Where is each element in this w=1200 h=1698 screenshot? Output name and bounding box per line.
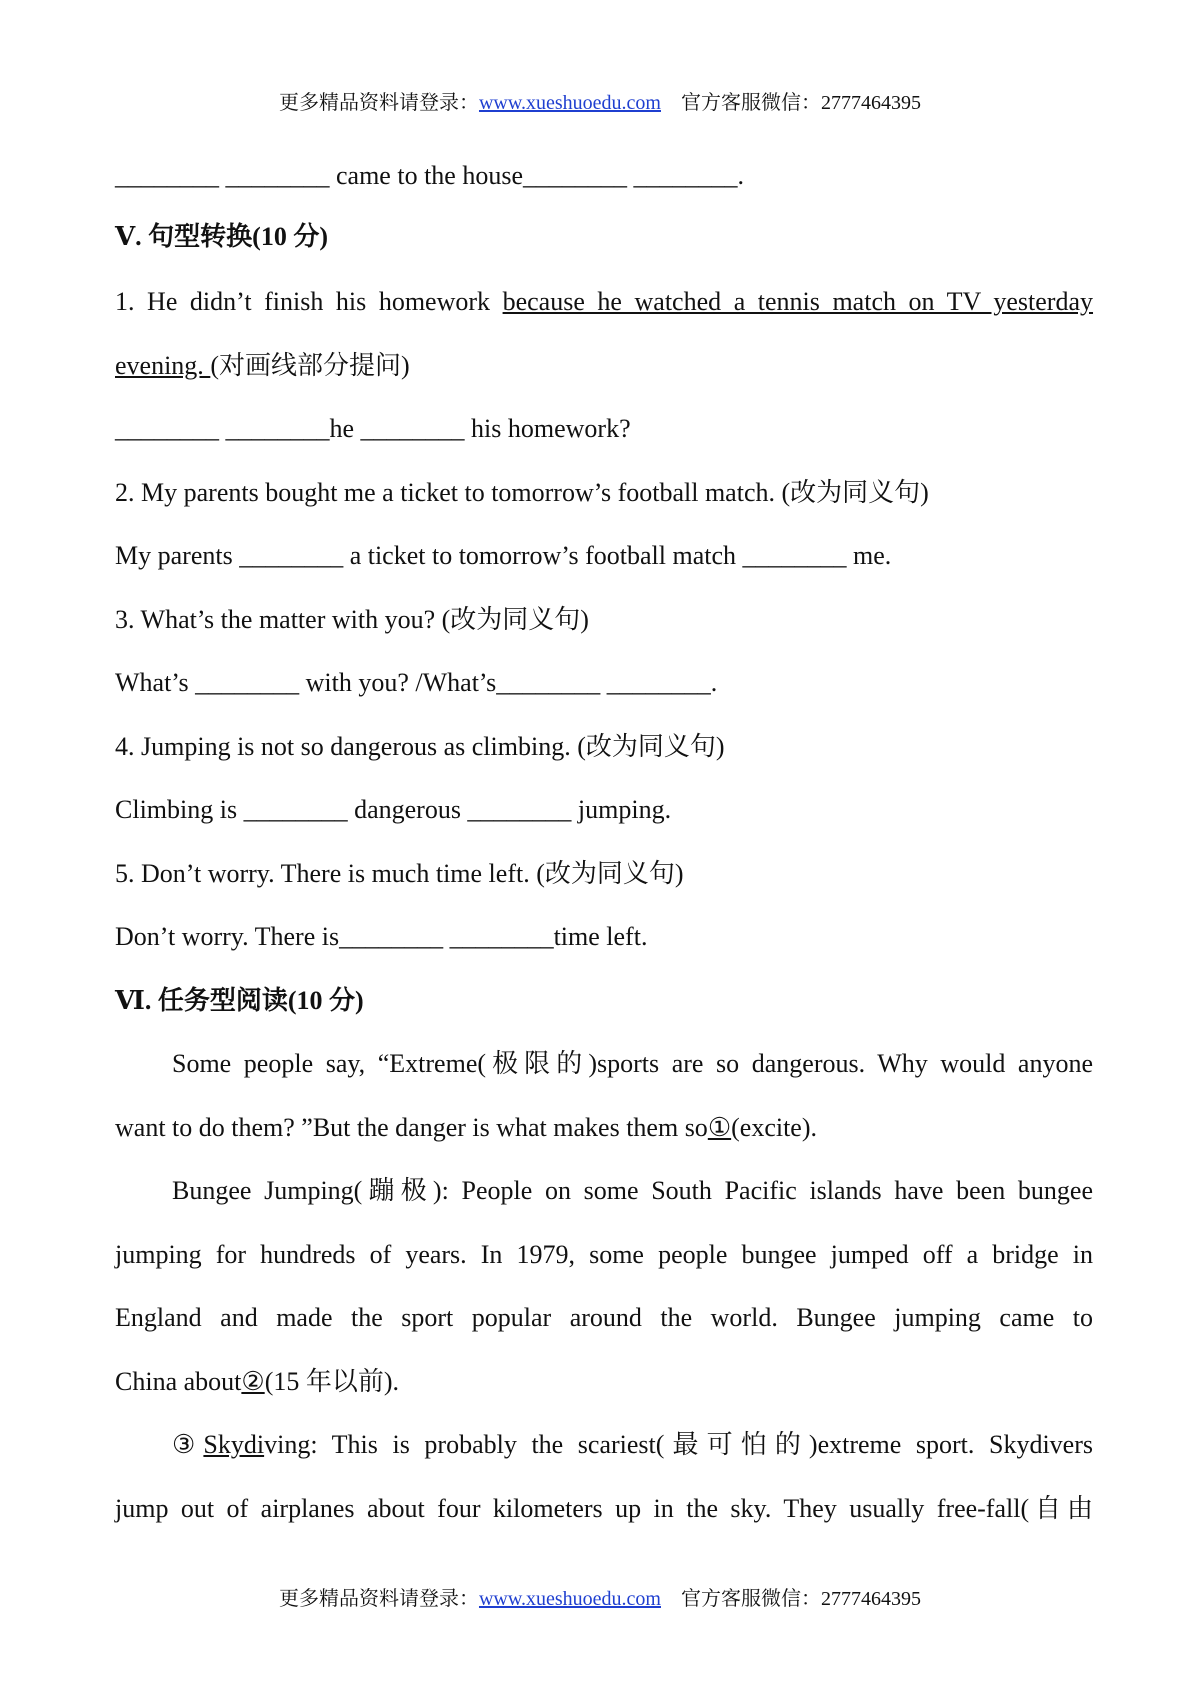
q2-answer: My parents ________ a ticket to tomorrow’s football match ________ me. xyxy=(115,541,892,570)
q4-text: 4. Jumping is not so dangerous as climbing. (改为同义句) xyxy=(115,732,725,761)
q1-line-a xyxy=(115,286,1093,318)
header-service: 官方客服微信：2777464395 xyxy=(681,92,921,114)
q4-answer: Climbing is ________ dangerous ________ jumping. xyxy=(115,795,672,824)
footer-prefix: 更多精品资料请登录： xyxy=(278,1588,479,1610)
page-footer xyxy=(0,1582,1200,1611)
p2-line-c: England and made the sport popular around the world. Bungee jumping came to xyxy=(115,1303,1093,1332)
marker-3: ③ xyxy=(172,1430,204,1459)
q1-underlined-part-a: because he watched a tennis match on TV yesterday xyxy=(502,287,1094,316)
blank-marker-1: ① xyxy=(707,1113,732,1142)
p2-line-a: Bungee Jumping(蹦极): People on some South Pacific islands have been bungee xyxy=(172,1176,1093,1205)
q2-text: 2. My parents bought me a ticket to tomorrow’s football match. (改为同义句) xyxy=(115,478,929,507)
p2-line-b: jumping for hundreds of years. In 1979, some people bungee jumped off a bridge in xyxy=(115,1240,1093,1269)
section5-title: Ⅴ. 句型转换(10 分) xyxy=(115,222,328,251)
q1-line-b xyxy=(115,350,1093,382)
q3-text: 3. What’s the matter with you? (改为同义句) xyxy=(115,605,589,634)
q5-text: 5. Don’t worry. There is much time left. (改为同义句) xyxy=(115,859,684,888)
q3-answer: What’s ________ with you? /What’s________ ________. xyxy=(115,668,718,697)
p3-underlined: Skydi xyxy=(203,1430,265,1459)
page-header xyxy=(0,86,1200,115)
q1-answer: ________ ________he ________ his homework? xyxy=(115,414,631,443)
p1-line-b xyxy=(115,1112,1093,1144)
footer-service: 官方客服微信：2777464395 xyxy=(681,1588,921,1610)
p3-line-b: jump out of airplanes about four kilometers up in the sky. They usually free-fall(自由 xyxy=(115,1494,1093,1523)
q5-answer: Don’t worry. There is________ ________time left. xyxy=(115,922,648,951)
header-prefix: 更多精品资料请登录： xyxy=(278,92,479,114)
p3-text: ving: This is probably the scariest(最可怕的)extreme sport. Skydivers xyxy=(264,1430,1093,1459)
footer-link[interactable]: www.xueshuoedu.com xyxy=(478,1588,661,1610)
q1-instruction: (对画线部分提问) xyxy=(210,351,410,380)
section6-title: Ⅵ. 任务型阅读(10 分) xyxy=(115,986,364,1015)
blank-line-0: ________ ________ came to the house________ ________. xyxy=(115,161,744,190)
blank-marker-2: ② xyxy=(241,1367,265,1396)
header-link[interactable]: www.xueshuoedu.com xyxy=(478,92,661,114)
p3-line-a xyxy=(115,1429,1093,1461)
p1-hint: (excite). xyxy=(731,1113,818,1142)
p2-text: China about xyxy=(115,1367,242,1396)
p1-text: want to do them? ”But the danger is what makes them so xyxy=(115,1113,708,1142)
p2-hint: (15 年以前). xyxy=(264,1367,400,1396)
p1-line-a: Some people say, “Extreme(极限的)sports are so dangerous. Why would anyone xyxy=(172,1049,1093,1078)
q1-underlined-part-b: evening. xyxy=(115,351,211,380)
p2-line-d xyxy=(115,1366,1093,1398)
q1-text: 1. He didn’t finish his homework xyxy=(115,287,503,316)
